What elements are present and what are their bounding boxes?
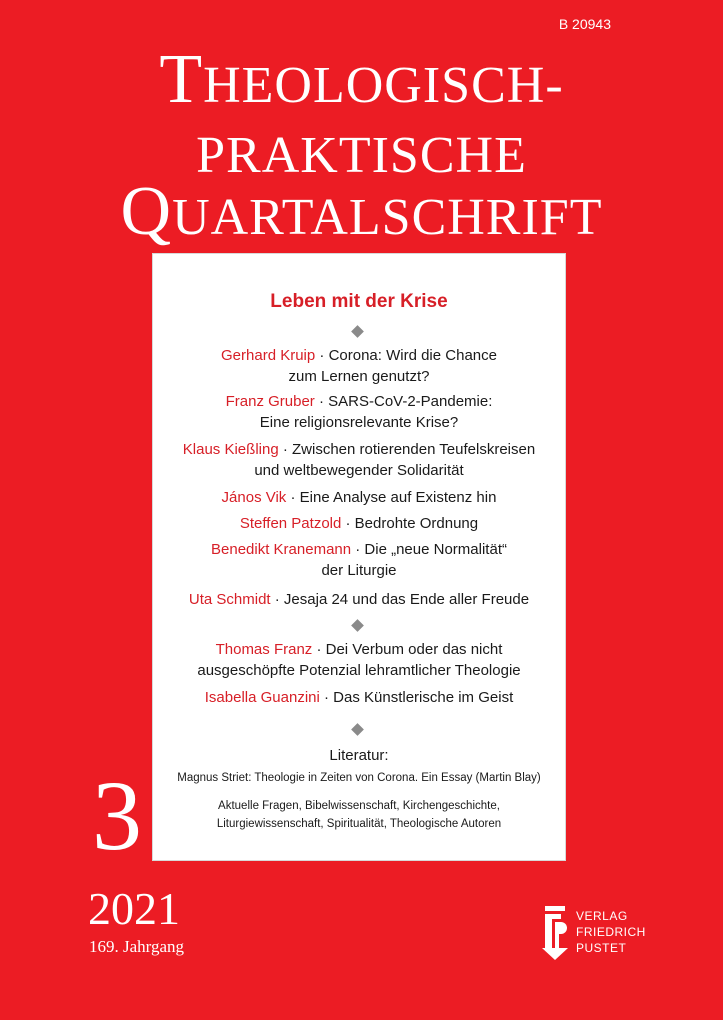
title-line-3 bbox=[0, 172, 723, 252]
diamond-divider-icon bbox=[351, 325, 364, 338]
issue-theme: Leben mit der Krise bbox=[270, 291, 448, 312]
article-author: Gerhard Kruip bbox=[221, 347, 316, 364]
title-line-1-initial: T bbox=[159, 41, 204, 118]
publisher-line-3: PUSTET bbox=[576, 941, 627, 955]
literature-line: Aktuelle Fragen, Bibelwissenschaft, Kirchengeschichte, bbox=[218, 800, 500, 812]
article-title: · Die „neue Normalität“ bbox=[351, 541, 507, 558]
title-line-1-rest: HEOLOGISCH- bbox=[203, 57, 564, 114]
article-title-cont: der Liturgie bbox=[321, 562, 397, 579]
literature-label: Literatur: bbox=[329, 747, 389, 764]
article-title-cont: und weltbewegender Solidarität bbox=[254, 462, 464, 479]
article-author: Isabella Guanzini bbox=[204, 689, 320, 706]
diamond-divider-icon bbox=[351, 619, 364, 632]
contents-panel bbox=[152, 253, 566, 861]
publisher-name bbox=[576, 908, 646, 956]
publisher-block bbox=[542, 904, 672, 964]
title-line-3-rest: UARTALSCHRIFT bbox=[172, 189, 603, 246]
title-line-3-initial: Q bbox=[120, 173, 173, 250]
article-title: · Corona: Wird die Chance bbox=[315, 347, 497, 364]
article-author: Uta Schmidt bbox=[188, 591, 271, 608]
article-title: · Das Künstlerische im Geist bbox=[319, 689, 514, 706]
diamond-divider-icon bbox=[351, 723, 364, 736]
publisher-line-1: VERLAG bbox=[576, 909, 628, 923]
article-title-cont: Eine religionsrelevante Krise? bbox=[259, 414, 459, 431]
article-title: · Dei Verbum oder das nicht bbox=[312, 641, 503, 658]
article-title: · SARS-CoV-2-Pandemie: bbox=[314, 393, 493, 410]
article-title: · Zwischen rotierenden Teufelskreisen bbox=[278, 441, 536, 458]
issue-year: 2021 bbox=[88, 883, 180, 934]
publisher-line-2: FRIEDRICH bbox=[576, 925, 646, 939]
article-author: János Vik bbox=[221, 489, 287, 506]
article-entry bbox=[152, 391, 566, 433]
article-author: Benedikt Kranemann bbox=[211, 541, 352, 558]
article-title: · Eine Analyse auf Existenz hin bbox=[286, 489, 497, 506]
issue-number: 3 bbox=[92, 760, 142, 871]
title-line-1 bbox=[0, 40, 723, 120]
article-entry bbox=[152, 513, 566, 534]
literature-line: Magnus Striet: Theologie in Zeiten von Corona. Ein Essay (Martin Blay) bbox=[177, 772, 541, 784]
journal-code: B 20943 bbox=[558, 16, 611, 32]
article-entry bbox=[152, 589, 566, 610]
article-title: · Jesaja 24 und das Ende aller Freude bbox=[270, 591, 530, 608]
article-author: Steffen Patzold bbox=[239, 515, 342, 532]
article-entry bbox=[152, 539, 566, 581]
article-author: Thomas Franz bbox=[215, 641, 313, 658]
article-entry bbox=[152, 487, 566, 508]
article-title: · Bedrohte Ordnung bbox=[341, 515, 479, 532]
title-line-2-rest: PRAKTISCHE bbox=[196, 127, 527, 184]
article-author: Franz Gruber bbox=[225, 393, 315, 410]
literature-line: Liturgiewissenschaft, Spiritualität, Theologische Autoren bbox=[216, 818, 502, 830]
article-entry bbox=[152, 345, 566, 387]
article-title-cont: zum Lernen genutzt? bbox=[288, 368, 430, 385]
article-title-cont: ausgeschöpfte Potenzial lehramtlicher Theologie bbox=[197, 662, 521, 679]
volume-label: 169. Jahrgang bbox=[89, 937, 185, 956]
article-author: Klaus Kießling bbox=[182, 441, 279, 458]
article-entry bbox=[152, 639, 566, 681]
article-entry bbox=[152, 439, 566, 481]
article-entry bbox=[152, 687, 566, 708]
pustet-fp-logo-icon bbox=[542, 904, 568, 960]
